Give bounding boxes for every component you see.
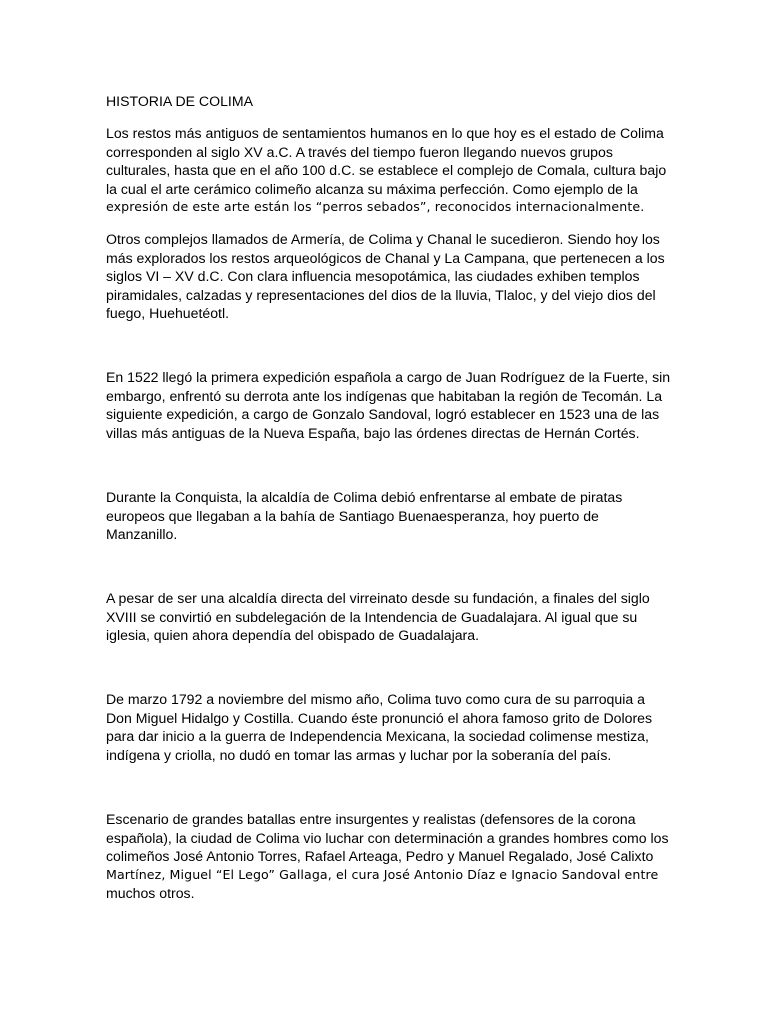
paragraph-spanish-expedition [106, 368, 686, 442]
paragraph-line: Don Miguel Hidalgo y Costilla. Cuando éste pronunció el ahora famoso grito de Dolores [106, 709, 653, 726]
paragraph-line: culturales, hasta que en el año 100 d.C. se establece el complejo de Comala, cultura bajo [106, 162, 667, 179]
paragraph-line: española), la ciudad de Colima vio luchar con determinación a grandes hombres como los [106, 829, 669, 846]
paragraph-line: embargo, enfrentó su derrota ante los indígenas que habitaban la región de Tecomán. La [106, 387, 663, 404]
paragraph-battles [106, 810, 686, 903]
paragraph-line: Martínez, Miguel “El Lego” Gallaga, el cura José Antonio Díaz e Ignacio Sandoval entre [106, 866, 659, 882]
paragraph-line: En 1522 llegó la primera expedición española a cargo de Juan Rodríguez de la Fuerte, sin [106, 369, 671, 385]
paragraph-viceroyalty [106, 589, 686, 645]
paragraph-line: De marzo 1792 a noviembre del mismo año, Colima tuvo como cura de su parroquia a [106, 691, 645, 707]
paragraph-line: indígena y criolla, no dudó en tomar las armas y luchar por la soberanía del país. [106, 746, 612, 763]
paragraph-line: para dar inicio a la guerra de Independencia Mexicana, la sociedad colimense mestiza, [106, 728, 649, 745]
paragraph-line: muchos otros. [106, 885, 195, 902]
paragraph-prehistory [106, 124, 686, 217]
paragraph-line: piramidales, calzadas y representaciones del dios de la lluvia, Tlaloc, y del viejo dios del [106, 286, 656, 303]
paragraph-line: corresponden al siglo XV a.C. A través del tiempo fueron llegando nuevos grupos [106, 143, 613, 160]
paragraph-line: XVIII se convirtió en subdelegación de la Intendencia de Guadalajara. Al igual que su [106, 608, 638, 625]
paragraph-line: más explorados los restos arqueológicos de Chanal y La Campana, que pertenecen a los [106, 249, 665, 266]
paragraph-line: A pesar de ser una alcaldía directa del virreinato desde su fundación, a finales del siglo [106, 590, 650, 606]
paragraph-line: Otros complejos llamados de Armería, de Colima y Chanal le sucedieron. Siendo hoy los [106, 231, 660, 247]
document-title: HISTORIA DE COLIMA [106, 93, 253, 109]
paragraph-line: fuego, Huehuetéotl. [106, 305, 230, 322]
paragraph-line: colimeños José Antonio Torres, Rafael Arteaga, Pedro y Manuel Regalado, José Calixto [106, 848, 654, 865]
paragraph-line: expresión de este arte están los “perros sebados”, reconocidos internacionalmente. [106, 199, 645, 215]
paragraph-line: iglesia, quien ahora dependía del obispado de Guadalajara. [106, 627, 479, 644]
paragraph-line: la cual el arte cerámico colimeño alcanza su máxima perfección. Como ejemplo de la [106, 180, 638, 197]
paragraph-line: Los restos más antiguos de sentamientos humanos en lo que hoy es el estado de Colima [106, 125, 664, 141]
paragraph-line: siguiente expedición, a cargo de Gonzalo Sandoval, logró establecer en 1523 una de las [106, 406, 660, 423]
paragraph-conquest [106, 488, 686, 544]
paragraph-hidalgo [106, 690, 686, 764]
paragraph-line: siglos VI – XV d.C. Con clara influencia mesopotámica, las ciudades exhiben templos [106, 268, 640, 285]
paragraph-line: europeos que llegaban a la bahía de Santiago Buenaesperanza, hoy puerto de [106, 507, 599, 524]
paragraph-line: Escenario de grandes batallas entre insurgentes y realistas (defensores de la corona [106, 811, 636, 827]
paragraph-line: Manzanillo. [106, 526, 178, 543]
paragraph-complexes [106, 230, 686, 323]
paragraph-line: villas más antiguas de la Nueva España, bajo las órdenes directas de Hernán Cortés. [106, 424, 640, 441]
paragraph-line: Durante la Conquista, la alcaldía de Colima debió enfrentarse al embate de piratas [106, 489, 623, 505]
